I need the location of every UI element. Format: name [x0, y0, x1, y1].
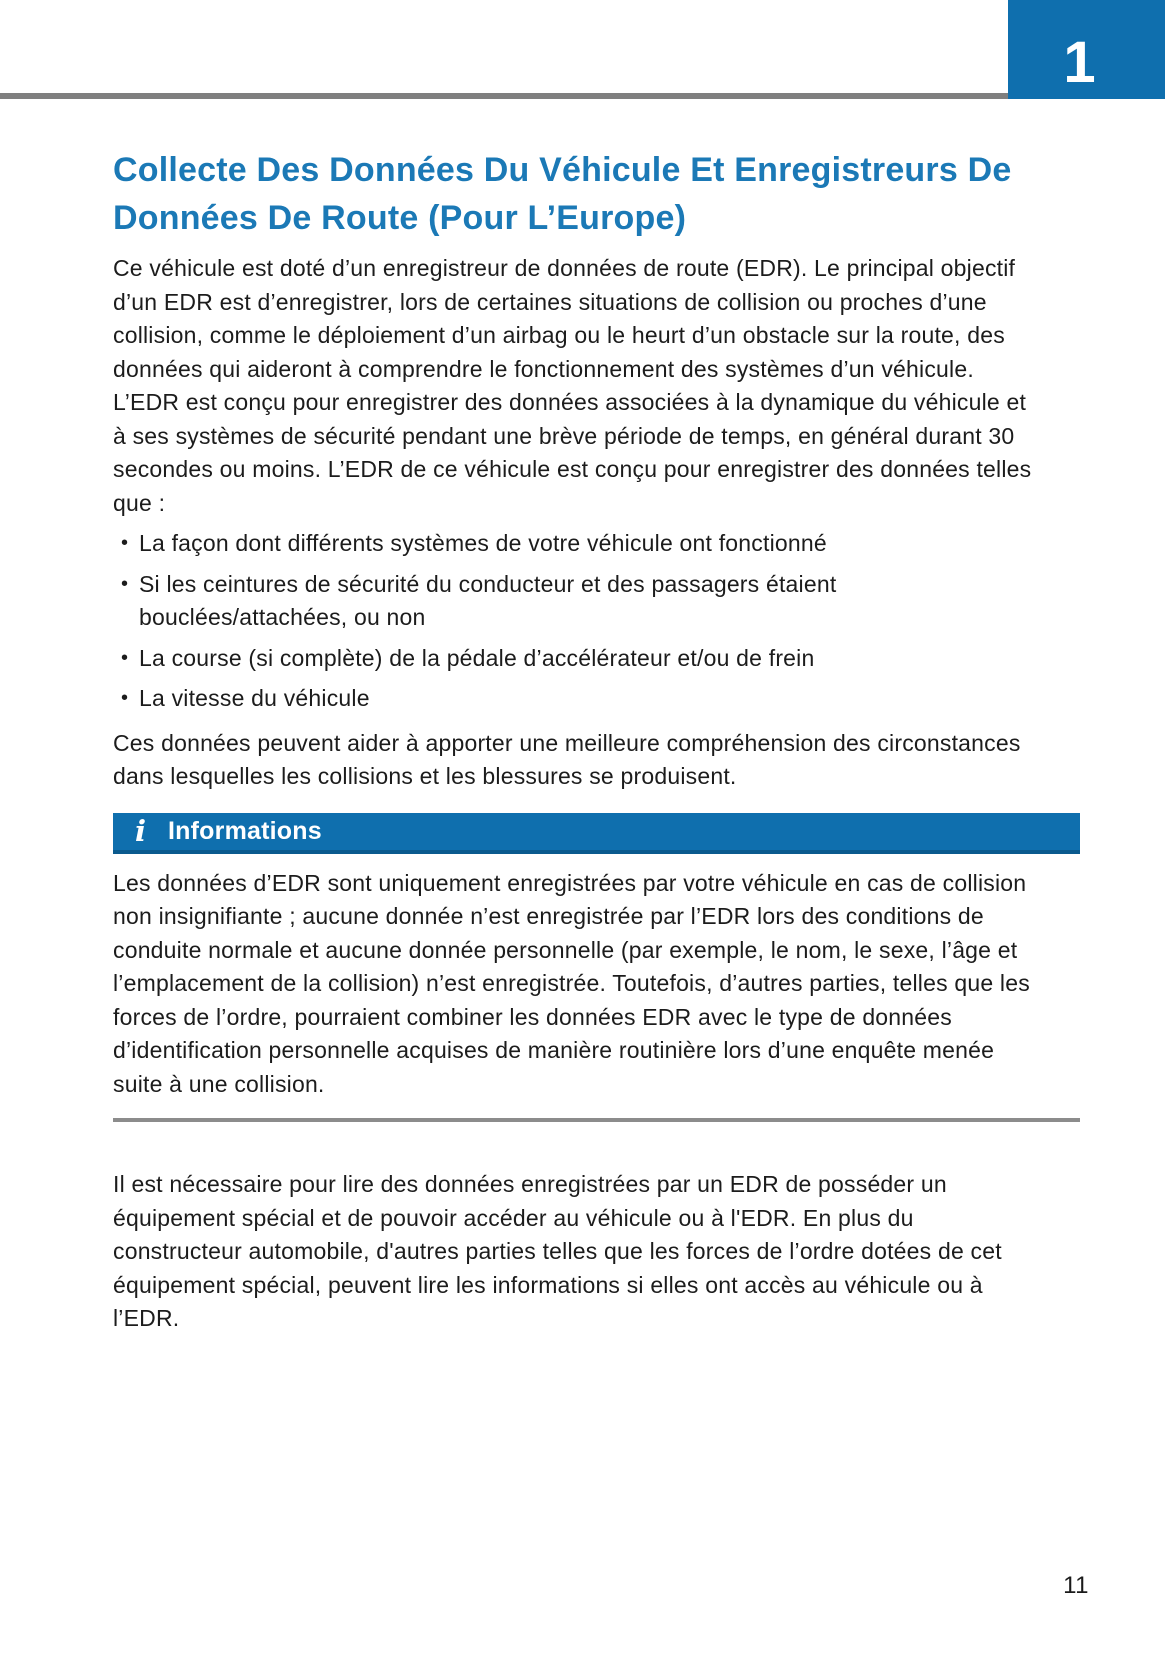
bullet-icon: •	[121, 687, 129, 709]
bullet-icon: •	[121, 646, 129, 669]
chapter-number: 1	[1063, 30, 1096, 95]
edr-data-list	[113, 527, 1041, 716]
section-divider	[113, 1118, 1080, 1122]
header-rule	[0, 93, 1165, 99]
info-banner-title: Informations	[168, 816, 322, 845]
list-item-text: La façon dont différents systèmes de votre véhicule ont fonctionné	[139, 530, 827, 556]
page-content	[113, 0, 1080, 1336]
info-paragraph: Les données d’EDR sont uniquement enregistrées par votre véhicule en cas de collision non insignifiante ; aucune donnée n’est enregistrée par l’EDR lors des conditions de conduite normale et aucune donnée personnelle (par exemple, le nom, le sexe, l’âge et l’emplacement de la collision) n’est enregistrée. Toutefois, d’autres parties, telles que les forces de l’ordre, pourraient combiner les données EDR avec le type de données d’identification personnelle acquises de manière routinière lors d’une enquête menée suite à une collision.	[113, 869, 1030, 1097]
info-banner	[113, 813, 1080, 854]
list-item-text: La course (si complète) de la pédale d’accélérateur et/ou de frein	[139, 644, 815, 671]
list-item-text: Si les ceintures de sécurité du conducteur et des passagers étaient bouclées/attachées, ou non	[139, 570, 837, 630]
list-item	[113, 527, 1041, 561]
bullet-icon: •	[121, 532, 129, 554]
list-item	[113, 568, 1041, 635]
list-item	[113, 642, 1041, 676]
list-item	[113, 682, 1041, 716]
page-number: 11	[1063, 1572, 1089, 1599]
closing-paragraph: Ces données peuvent aider à apporter une meilleure compréhension des circonstances dans lesquelles les collisions et les blessures se produisent.	[113, 729, 1021, 789]
list-item-text: La vitesse du véhicule	[139, 685, 370, 711]
page-title: Collecte Des Données Du Véhicule Et Enregistreurs De Données De Route (Pour L’Europe)	[113, 151, 1012, 237]
intro-paragraph: Ce véhicule est doté d’un enregistreur de données de route (EDR). Le principal objectif d’un EDR est d’enregistrer, lors de certaines situations de collision ou proches d’une collision, comme le déploiement d’un airbag ou le heurt d’un obstacle sur la route, des données qui aideront à comprendre le fonctionnement des systèmes d’un véhicule. L’EDR est conçu pour enregistrer des données associées à la dynamique du véhicule et à ses systèmes de sécurité pendant une brève période de temps, en général durant 30 secondes ou moins. L’EDR de ce véhicule est conçu pour enregistrer des données telles que :	[113, 255, 1032, 516]
bullet-icon: •	[121, 572, 129, 595]
chapter-tab	[1008, 0, 1165, 99]
info-icon: i	[135, 813, 147, 848]
final-paragraph: Il est nécessaire pour lire des données enregistrées par un EDR de posséder un équipement spécial et de pouvoir accéder au véhicule ou à l'EDR. En plus du constructeur automobile, d'autres parties telles que les forces de l’ordre dotées de cet équipement spécial, peuvent lire les informations si elles ont accès au véhicule ou à l’EDR.	[113, 1171, 1002, 1331]
